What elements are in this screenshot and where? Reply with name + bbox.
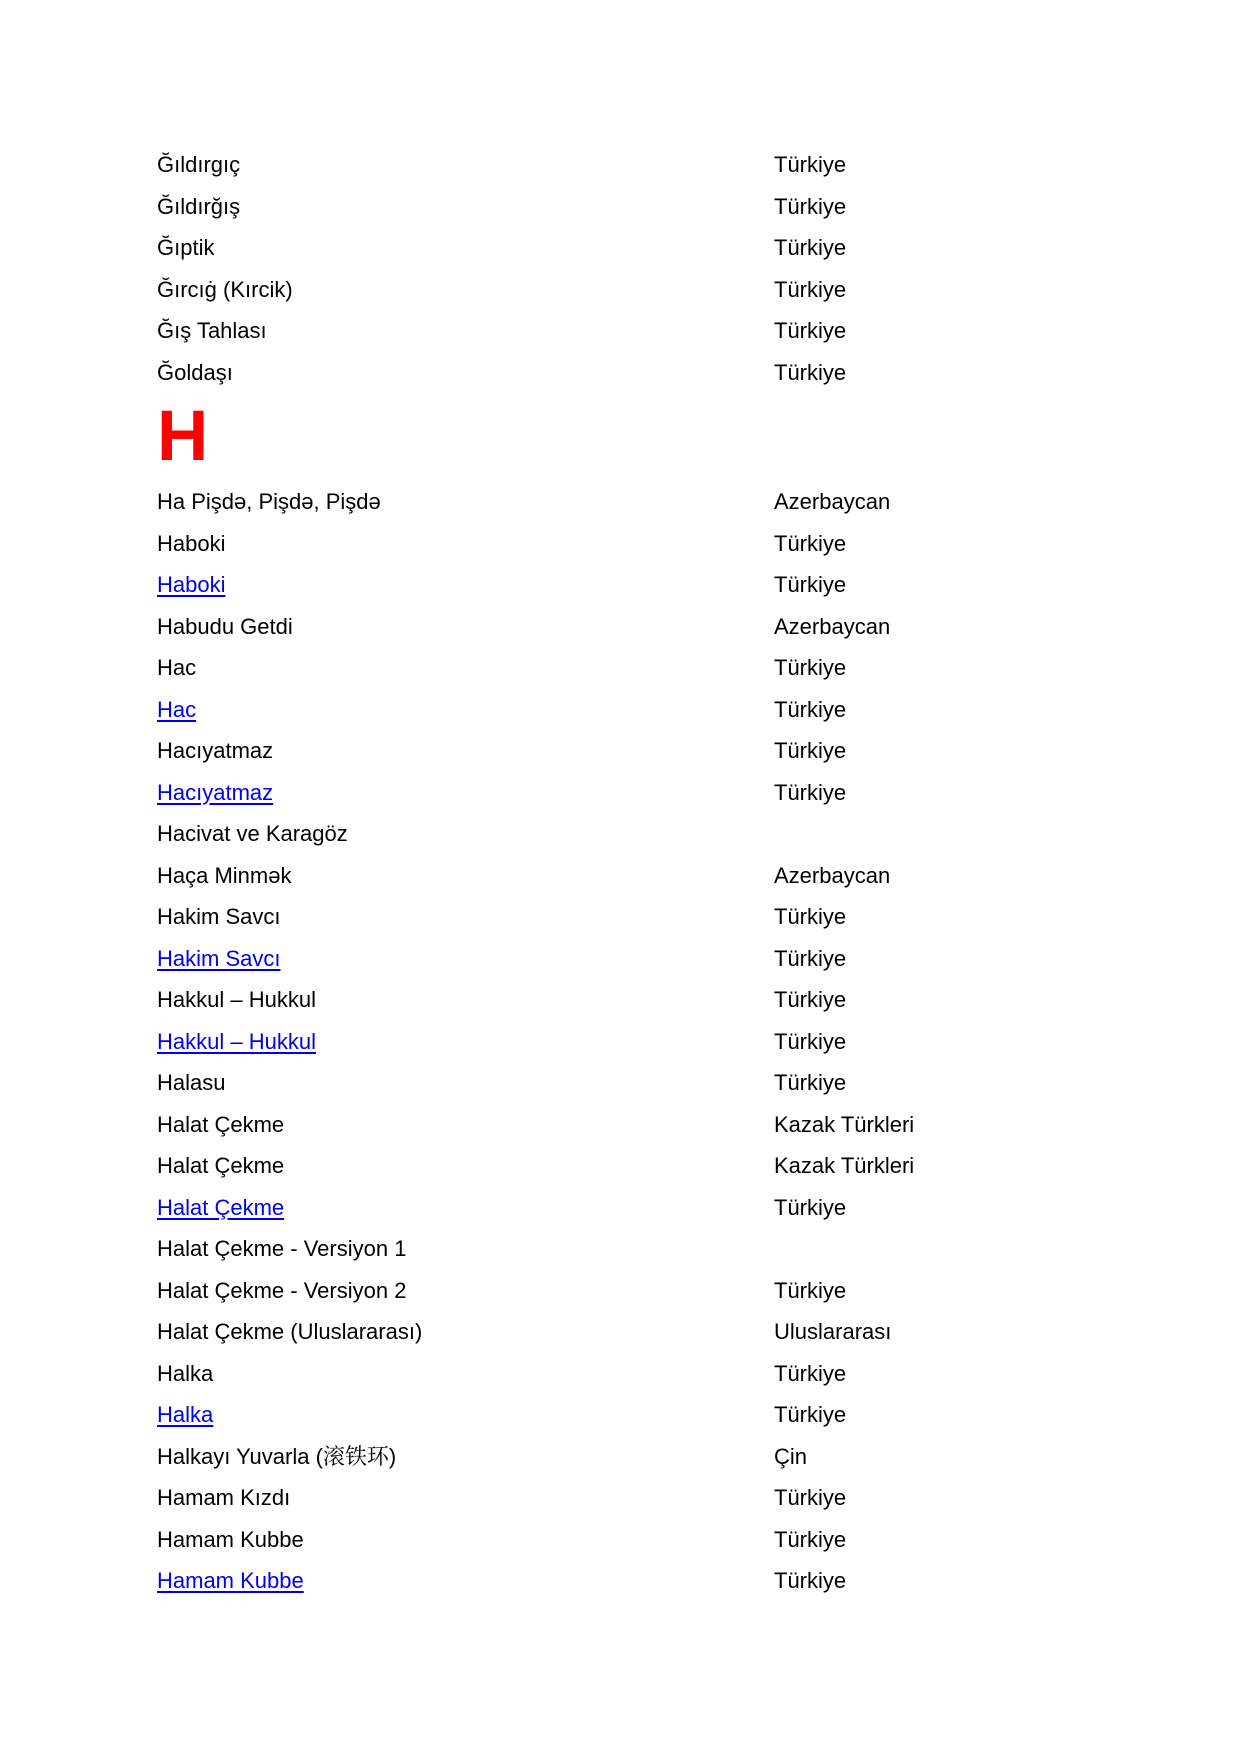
game-name-label: Hacivat ve Karagöz: [157, 821, 348, 846]
game-row: [157, 1021, 1241, 1063]
country-label: Türkiye: [774, 904, 847, 929]
game-name-link[interactable]: Halka: [157, 1402, 214, 1427]
game-list-section-h: [157, 481, 1241, 1602]
game-row: [157, 938, 1241, 980]
game-row: [157, 564, 1241, 606]
country-label: Türkiye: [774, 945, 847, 971]
country-label: Türkiye: [774, 696, 847, 722]
game-name-link[interactable]: Hac: [157, 696, 197, 722]
game-row: [157, 1228, 1241, 1270]
country-label: Türkiye: [774, 276, 847, 302]
game-row: [157, 352, 1241, 394]
game-row: [157, 1311, 1241, 1353]
game-row: [157, 1353, 1241, 1395]
game-name-label: Hakim Savcı: [157, 904, 281, 929]
country-label: Türkiye: [774, 1485, 847, 1510]
country-label: Türkiye: [774, 738, 847, 763]
game-row: [157, 523, 1241, 565]
game-row: [157, 481, 1241, 523]
game-row: [157, 310, 1241, 352]
game-name-link[interactable]: Hakim Savcı: [157, 945, 281, 971]
country-label: Türkiye: [774, 193, 847, 219]
country-label: Türkiye: [774, 359, 847, 385]
game-row: [157, 896, 1241, 938]
country-label: Türkiye: [774, 1402, 847, 1427]
country-label: Kazak Türkleri: [774, 1111, 915, 1137]
game-name-label: Ğıldırgıç: [157, 152, 241, 177]
game-name-label: Haça Minmək: [157, 862, 292, 888]
game-name-label: Halat Çekme (Uluslararası): [157, 1319, 423, 1344]
country-label: Türkiye: [774, 1526, 847, 1552]
game-row: [157, 730, 1241, 772]
game-row: [157, 606, 1241, 648]
country-label: Türkiye: [774, 1194, 847, 1220]
game-name-link[interactable]: Hamam Kubbe: [157, 1568, 304, 1593]
game-name-label: Ğıptik: [157, 235, 215, 260]
game-row: [157, 813, 1241, 855]
game-name-link[interactable]: Hakkul – Hukkul: [157, 1028, 316, 1054]
country-label: Türkiye: [774, 572, 847, 597]
game-name-label: Halat Çekme: [157, 1111, 285, 1137]
game-name-label: Hakkul – Hukkul: [157, 987, 316, 1012]
game-row: [157, 144, 1241, 186]
country-label: Türkiye: [774, 1070, 847, 1095]
country-label: Türkiye: [774, 318, 847, 343]
game-name-link[interactable]: Halat Çekme: [157, 1194, 285, 1220]
country-label: Uluslararası: [774, 1319, 892, 1344]
game-row: [157, 1145, 1241, 1187]
game-row: [157, 186, 1241, 228]
country-label: Türkiye: [774, 1568, 847, 1593]
game-name-label: Ğıldırğış: [157, 193, 241, 219]
game-row: [157, 1104, 1241, 1146]
game-row: [157, 1270, 1241, 1312]
country-label: Türkiye: [774, 987, 847, 1012]
game-name-label: Halka: [157, 1360, 214, 1386]
game-row: [157, 855, 1241, 897]
game-name-label: Halkayı Yuvarla (滚铁环): [157, 1443, 397, 1469]
game-row: [157, 1560, 1241, 1602]
game-name-label: Halat Çekme: [157, 1153, 285, 1178]
country-label: Kazak Türkleri: [774, 1153, 915, 1178]
game-list-section-g: [157, 144, 1241, 393]
country-label: Türkiye: [774, 152, 847, 177]
game-row: [157, 1519, 1241, 1561]
country-label: Çin: [774, 1443, 808, 1469]
game-name-label: Haboki: [157, 530, 226, 556]
game-name-label: Hac: [157, 655, 197, 680]
game-row: [157, 1187, 1241, 1229]
section-heading-h: H: [157, 397, 209, 476]
game-name-label: Ğoldaşı: [157, 359, 233, 385]
country-label: Türkiye: [774, 655, 847, 680]
country-label: Azerbaycan: [774, 613, 891, 639]
game-name-label: Ğırcıġ (Kırcik): [157, 276, 293, 302]
game-row: [157, 979, 1241, 1021]
country-label: Türkiye: [774, 530, 847, 556]
country-label: Türkiye: [774, 779, 847, 805]
country-label: Türkiye: [774, 1277, 847, 1303]
game-row: [157, 1477, 1241, 1519]
game-name-label: Ha Pişdə, Pişdə, Pişdə: [157, 489, 381, 514]
country-label: Türkiye: [774, 1028, 847, 1054]
game-name-label: Hacıyatmaz: [157, 738, 274, 763]
game-name-label: Halat Çekme - Versiyon 2: [157, 1277, 407, 1303]
country-label: Türkiye: [774, 235, 847, 260]
game-row: [157, 772, 1241, 814]
game-row: [157, 1394, 1241, 1436]
game-row: [157, 1062, 1241, 1104]
game-name-label: Hamam Kızdı: [157, 1485, 291, 1510]
game-row: [157, 269, 1241, 311]
game-row: [157, 689, 1241, 731]
game-name-label: Halat Çekme - Versiyon 1: [157, 1236, 407, 1261]
game-row: [157, 227, 1241, 269]
game-name-label: Hamam Kubbe: [157, 1526, 304, 1552]
game-name-label: Halasu: [157, 1070, 226, 1095]
country-label: Azerbaycan: [774, 862, 891, 888]
game-name-label: Ğış Tahlası: [157, 318, 267, 343]
country-label: Azerbaycan: [774, 489, 891, 514]
game-name-link[interactable]: Haboki: [157, 572, 226, 597]
game-row: [157, 1436, 1241, 1478]
game-name-label: Habudu Getdi: [157, 613, 293, 639]
game-row: [157, 647, 1241, 689]
country-label: Türkiye: [774, 1360, 847, 1386]
game-name-link[interactable]: Hacıyatmaz: [157, 779, 274, 805]
